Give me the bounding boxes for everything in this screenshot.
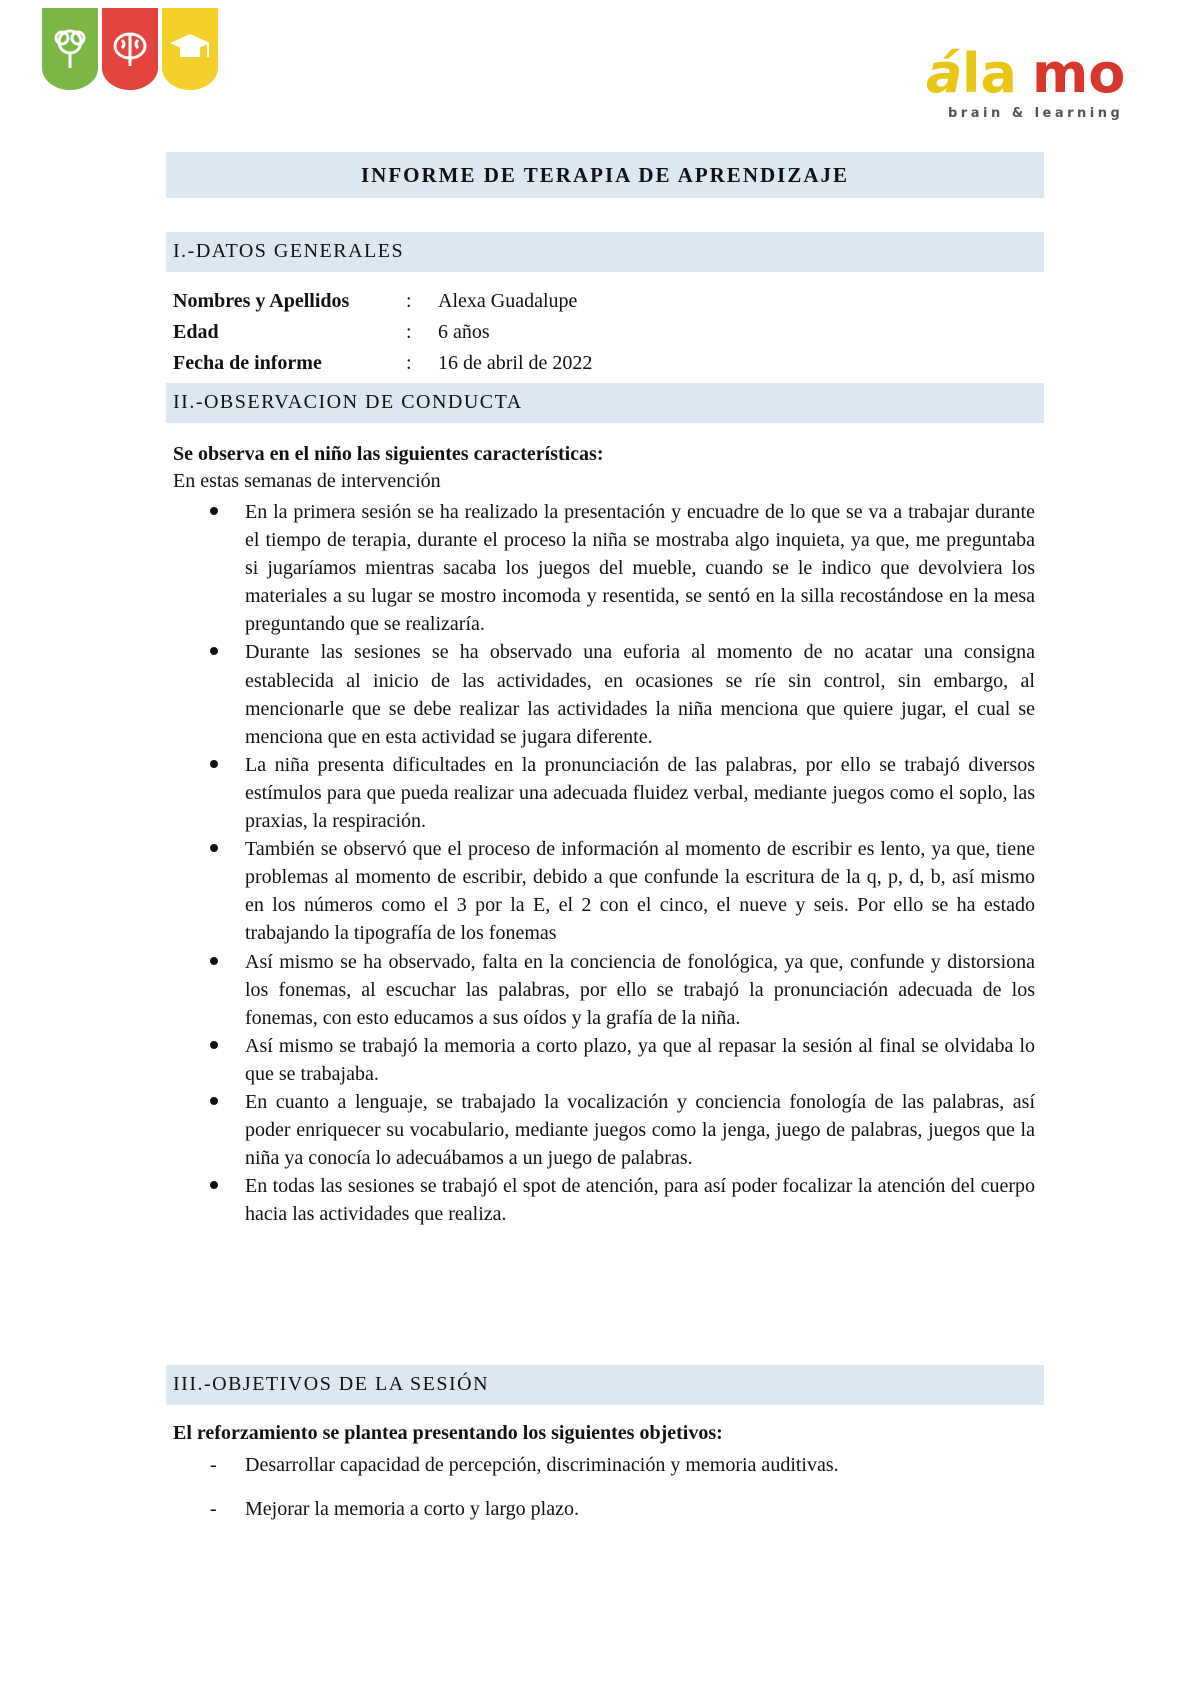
list-item xyxy=(173,835,1035,947)
bullet-icon xyxy=(210,1097,218,1105)
list-item-text: En la primera sesión se ha realizado la presentación y encuadre de lo que se va a trabajar durante el tiempo de terapia, durante el proceso la niña se mostraba algo inquieta, ya que, me preguntaba si jugaríamos mientras sacaba los juegos del mueble, cuando se le indico que devolviera los materiales a su lugar se mostro incomoda y resentida, se sentó en la silla recostándose en la mesa preguntando que se realizaría. xyxy=(245,501,1035,636)
bullet-icon xyxy=(210,957,218,965)
list-item-text: También se observó que el proceso de información al momento de escribir es lento, ya que, tiene problemas al momento de escribir, debido a que confunde la escritura de la q, p, d, b, así mismo en los números como el 3 por la E, el 2 con el cinco, el nueve y seis. Por ello se ha estado trabajando la tipografía de los fonemas xyxy=(245,838,1035,945)
field-label: Nombres y Apellidos xyxy=(173,290,350,312)
list-item xyxy=(173,498,1035,638)
field-separator: : xyxy=(406,290,412,312)
field-label: Edad xyxy=(173,321,219,343)
field-value: Alexa Guadalupe xyxy=(438,290,578,312)
badges-graphic xyxy=(42,8,220,90)
objectives-lead: El reforzamiento se plantea presentando los siguientes objetivos: xyxy=(173,1422,723,1444)
section-datos-generales xyxy=(166,232,1044,272)
report-title: INFORME DE TERAPIA DE APRENDIZAJE xyxy=(361,163,849,187)
list-item xyxy=(173,638,1035,750)
list-item xyxy=(173,1032,1035,1088)
list-item-text: En todas las sesiones se trabajó el spot de atención, para así poder focalizar la atención del cuerpo hacia las actividades que realiza. xyxy=(245,1175,1035,1226)
alamo-logo xyxy=(920,22,1140,132)
bullet-icon xyxy=(210,1041,218,1049)
section-heading: I.-DATOS GENERALES xyxy=(173,240,405,262)
list-item xyxy=(173,751,1035,835)
section-objetivos-sesion xyxy=(166,1365,1044,1405)
field-value: 6 años xyxy=(438,321,490,343)
green-badge xyxy=(42,8,98,90)
observation-list-wrap xyxy=(173,498,1035,1228)
alamo-logo-graphic xyxy=(920,22,1140,132)
header-badges xyxy=(42,8,220,90)
dash-marker: - xyxy=(210,1498,217,1520)
field-label: Fecha de informe xyxy=(173,352,322,374)
field-separator: : xyxy=(406,321,412,343)
list-item-text: La niña presenta dificultades en la pronunciación de las palabras, por ello se trabajó diversos estímulos para que pueda realizar una adecuada fluidez verbal, mediante juegos como el soplo, las praxias, la respiración. xyxy=(245,753,1035,833)
list-item-text: Durante las sesiones se ha observado una euforia al momento de no acatar una consigna establecida al inicio de las actividades, en ocasiones se ríe sin control, sin embargo, al mencionarle que se debe realizar las actividades la niña menciona que quiere jugar, el cual se menciona que en esta actividad se jugara diferente. xyxy=(245,641,1035,748)
dash-marker: - xyxy=(210,1454,217,1476)
observation-intro: En estas semanas de intervención xyxy=(173,470,441,492)
objective-text: Mejorar la memoria a corto y largo plazo. xyxy=(245,1498,579,1520)
section-observacion-conducta xyxy=(166,383,1044,423)
observation-list xyxy=(173,498,1035,1228)
list-item xyxy=(173,1088,1035,1172)
field-value: 16 de abril de 2022 xyxy=(438,352,593,374)
field-separator: : xyxy=(406,352,412,374)
list-item xyxy=(173,948,1035,1032)
logo-wordmark: á xyxy=(926,42,963,105)
list-item-text: Así mismo se trabajó la memoria a corto plazo, ya que al repasar la sesión al final se olvidaba lo que se trabajaba. xyxy=(245,1034,1035,1085)
observation-lead: Se observa en el niño las siguientes características: xyxy=(173,443,604,465)
bullet-icon xyxy=(210,844,218,852)
section-heading: III.-OBJETIVOS DE LA SESIÓN xyxy=(173,1373,490,1395)
svg-text:la: la xyxy=(962,42,1017,105)
bullet-icon xyxy=(210,760,218,768)
list-item-text: En cuanto a lenguaje, se trabajado la vocalización y conciencia fonología de las palabras, así poder enriquecer su vocabulario, mediante juegos como la jenga, juego de palabras, juegos que la niña ya conocía lo adecuábamos a un juego de palabras. xyxy=(245,1090,1035,1170)
report-title-band xyxy=(166,152,1044,198)
section-heading: II.-OBSERVACION DE CONDUCTA xyxy=(173,391,523,413)
objective-text: Desarrollar capacidad de percepción, discriminación y memoria auditivas. xyxy=(245,1454,839,1476)
bullet-icon xyxy=(210,1181,218,1189)
logo-tagline: brain & learning xyxy=(948,106,1124,121)
svg-text:mo: mo xyxy=(1032,42,1126,105)
list-item-text: Así mismo se ha observado, falta en la conciencia de fonológica, ya que, confunde y distorsiona los fonemas, al escuchar las palabras, por ello se trabajó la pronunciación adecuada de los fonemas, con esto educamos a sus oídos y la grafía de la niña. xyxy=(245,950,1035,1029)
bullet-icon xyxy=(210,507,218,515)
bullet-icon xyxy=(210,647,218,655)
list-item xyxy=(173,1172,1035,1228)
